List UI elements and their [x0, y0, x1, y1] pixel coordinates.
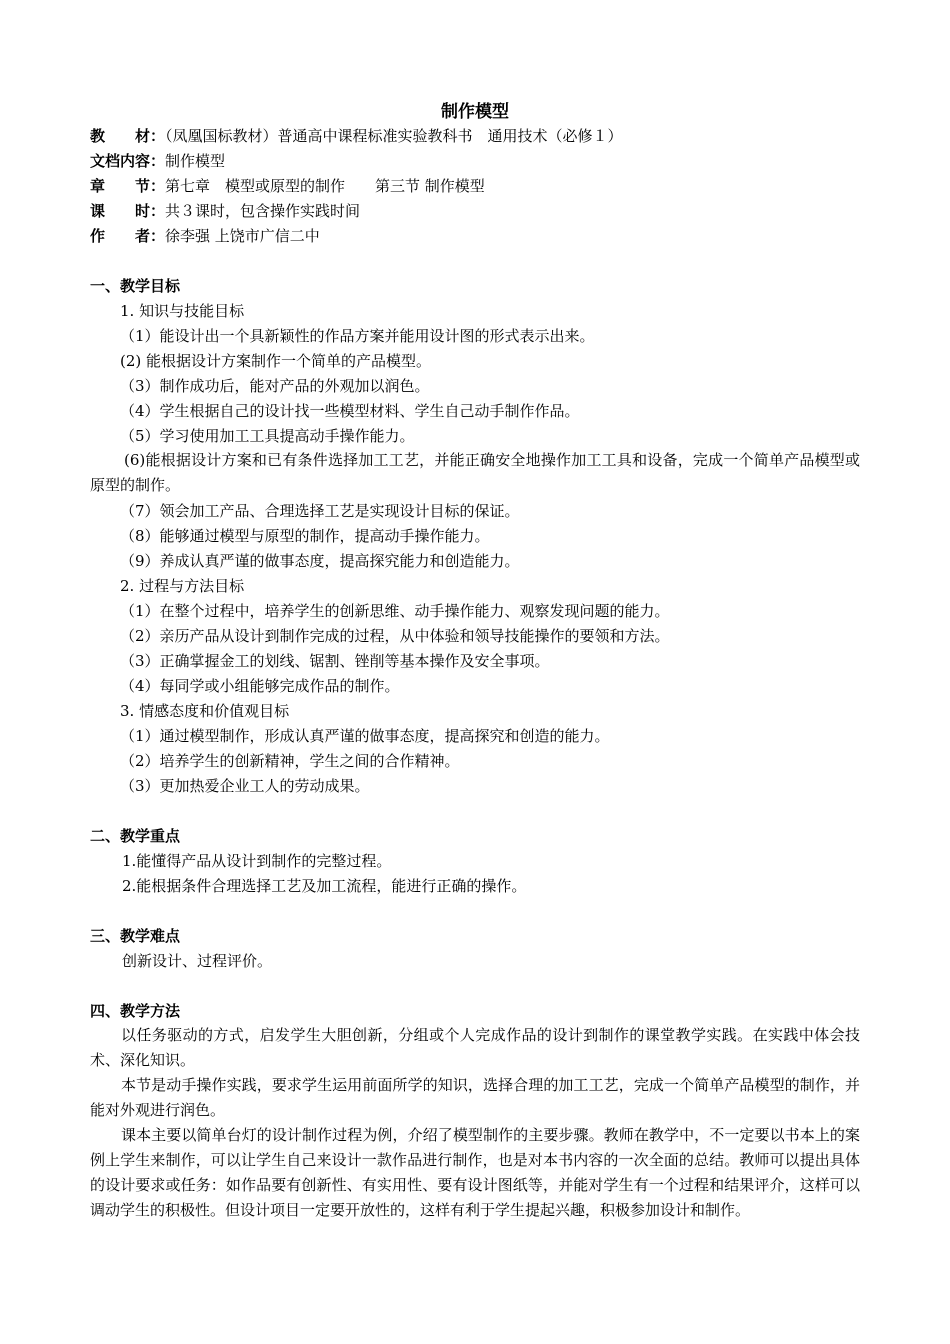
meta-content — [90, 151, 225, 171]
section1-heading: 一、教学目标 — [90, 277, 181, 295]
meta-chapter-value: 第七章 模型或原型的制作 第三节 制作模型 — [165, 177, 485, 195]
meta-hours-value: 共３课时，包含操作实践时间 — [165, 202, 361, 220]
list-item: （1）在整个过程中，培养学生的创新思维、动手操作能力、观察发现问题的能力。 — [120, 602, 670, 620]
list-item: （4）每同学或小组能够完成作品的制作。 — [120, 677, 400, 695]
paragraph: 课本主要以简单台灯的设计制作过程为例，介绍了模型制作的主要步骤。教师在教学中，不一定要以书本上的案例上学生来制作，可以让学生自己来设计一款作品进行制作，也是对本书内容的一次全面的总结。教师可以提出具体的设计要求或任务：如作品要有创新性、有实用性、要有设计图纸等，并能对学生有一个过程和结果评介，这样可以调动学生的积极性。但设计项目一定要开放性的，这样有利于学生提起兴趣，积极参加设计和制作。 — [90, 1126, 860, 1219]
meta-content-value: 制作模型 — [165, 152, 226, 170]
list-item: （1）能设计出一个具新颖性的作品方案并能用设计图的形式表示出来。 — [120, 327, 595, 345]
meta-chapter-label: 章 节： — [90, 177, 166, 195]
section3-heading: 三、教学难点 — [90, 927, 181, 945]
meta-author-value: 徐李强 上饶市广信二中 — [165, 227, 320, 245]
section1-sub3-heading: 3. 情感态度和价值观目标 — [120, 702, 290, 720]
list-item: （9）养成认真严谨的做事态度，提高探究能力和创造能力。 — [120, 552, 520, 570]
list-item: （8）能够通过模型与原型的制作，提高动手操作能力。 — [120, 527, 490, 545]
paragraph: 本节是动手操作实践，要求学生运用前面所学的知识，选择合理的加工工艺，完成一个简单产品模型的制作，并能对外观进行润色。 — [90, 1076, 860, 1119]
list-item: （2）培养学生的创新精神，学生之间的合作精神。 — [120, 752, 460, 770]
list-item: （1）通过模型制作，形成认真严谨的做事态度，提高探究和创造的能力。 — [120, 727, 610, 745]
section4-heading: 四、教学方法 — [90, 1002, 181, 1020]
meta-hours — [90, 201, 360, 221]
list-item: （3）正确掌握金工的划线、锯割、锉削等基本操作及安全事项。 — [120, 652, 550, 670]
list-item: （7）领会加工产品、合理选择工艺是实现设计目标的保证。 — [120, 502, 520, 520]
section3-text: 创新设计、过程评价。 — [122, 952, 273, 970]
document-title: 制作模型 — [441, 102, 509, 122]
list-item: （5）学习使用加工工具提高动手操作能力。 — [120, 427, 415, 445]
list-item: （4）学生根据自己的设计找一些模型材料、学生自己动手制作作品。 — [120, 402, 580, 420]
meta-chapter — [90, 176, 485, 196]
list-item: 2.能根据条件合理选择工艺及加工流程，能进行正确的操作。 — [122, 877, 527, 895]
meta-content-label: 文档内容： — [90, 152, 166, 170]
section1-sub2-heading: 2. 过程与方法目标 — [120, 577, 245, 595]
meta-author — [90, 226, 320, 246]
list-item: （3）更加热爱企业工人的劳动成果。 — [120, 777, 370, 795]
meta-hours-label: 课 时： — [90, 202, 166, 220]
meta-textbook-value: （凤凰国标教材）普通高中课程标准实验教科书 通用技术（必修１） — [165, 127, 623, 145]
section2-heading: 二、教学重点 — [90, 827, 181, 845]
meta-textbook-label: 教 材： — [90, 127, 166, 145]
list-item: (2) 能根据设计方案制作一个简单的产品模型。 — [120, 352, 432, 370]
list-item: 1.能懂得产品从设计到制作的完整过程。 — [122, 852, 392, 870]
list-item-long: (6)能根据设计方案和已有条件选择加工工艺，并能正确安全地操作加工工具和设备，完成一个简单产品模型或原型的制作。 — [90, 451, 860, 494]
list-item: （2）亲历产品从设计到制作完成的过程，从中体验和领导技能操作的要领和方法。 — [120, 627, 670, 645]
section1-sub1-heading: 1. 知识与技能目标 — [120, 302, 245, 320]
meta-textbook — [90, 126, 623, 146]
meta-author-label: 作 者： — [90, 227, 166, 245]
paragraph: 以任务驱动的方式，启发学生大胆创新，分组或个人完成作品的设计到制作的课堂教学实践。在实践中体会技术、深化知识。 — [90, 1026, 860, 1069]
list-item: （3）制作成功后，能对产品的外观加以润色。 — [120, 377, 430, 395]
